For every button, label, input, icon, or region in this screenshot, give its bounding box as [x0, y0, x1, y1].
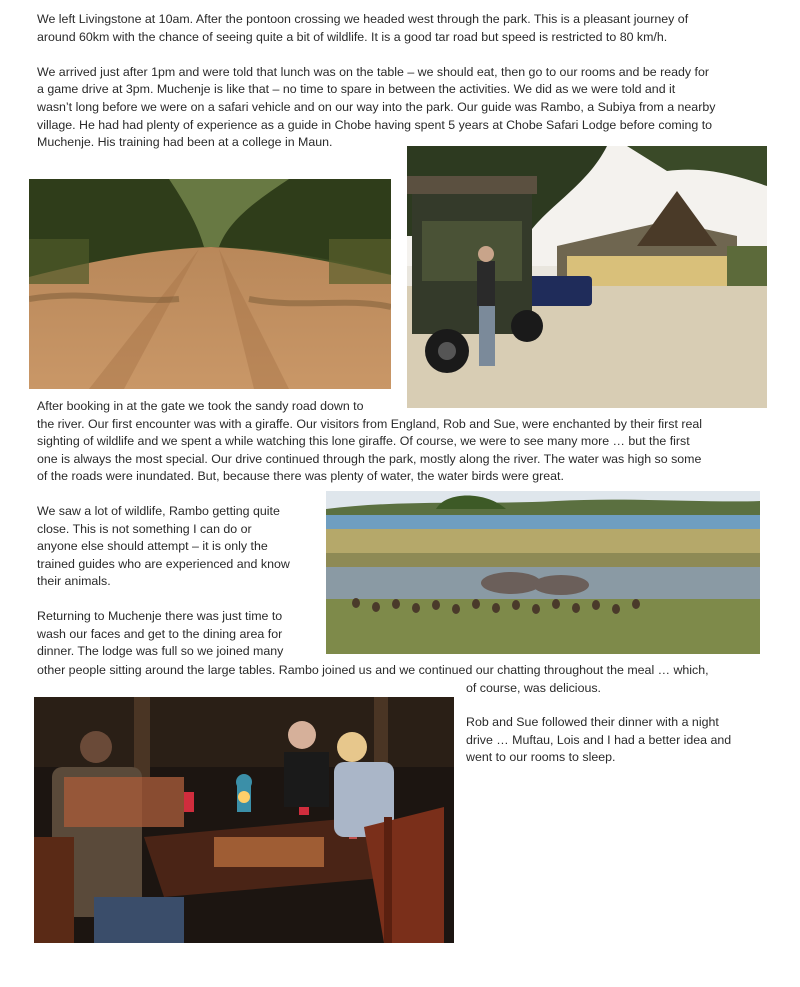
text-line: their animals. — [37, 574, 111, 589]
text-line: close. This is not something I can do or — [37, 521, 252, 536]
paragraph-giraffe — [37, 398, 772, 486]
text-line: wash our faces and get to the dining area for — [37, 626, 283, 641]
text-line: drive … Muftau, Lois and I had a better idea and — [466, 732, 732, 747]
text-line: trained guides who are experienced and know — [37, 556, 290, 571]
dinner-table-photo — [34, 697, 454, 943]
text-line: We saw a lot of wildlife, Rambo getting quite — [37, 504, 280, 518]
text-line: wasn’t long before we were on a safari vehicle and on our way into the park. Our guide was Rambo, a Subiya from a nearby — [37, 99, 716, 114]
text-line: Muchenje. His training had been at a college in Maun. — [37, 135, 333, 150]
text-line: Returning to Muchenje there was just time to — [37, 609, 283, 623]
text-line: We left Livingstone at 10am. After the pontoon crossing we headed west through the park. This is a pleasant journey of — [37, 12, 689, 26]
paragraph-departure — [37, 11, 772, 152]
text-line: anyone else should attempt – it is only the — [37, 539, 268, 554]
text-line: sighting of wildlife and we spent a while watching this lone giraffe. Of course, we were to see many more … but the first — [37, 434, 690, 449]
hippos-and-birds-photo — [326, 491, 760, 654]
paragraph-return — [37, 608, 317, 661]
text-line: Rob and Sue followed their dinner with a night — [466, 715, 719, 729]
text-line: of the roads were inundated. But, because there was plenty of water, the water birds were great. — [37, 469, 564, 484]
paragraph-night-drive — [466, 714, 766, 767]
text-line: After booking in at the gate we took the sandy road down to — [37, 399, 364, 413]
text-line: dinner. The lodge was full so we joined many — [37, 644, 284, 659]
paragraph-return-end — [466, 680, 766, 698]
text-line: village. He had had plenty of experience as a guide in Chobe having spent 5 years at Chobe Safari Lodge before coming to — [37, 117, 713, 132]
text-line: of course, was delicious. — [466, 681, 601, 695]
text-line: around 60km with the chance of seeing quite a bit of wildlife. It is a good tar road but speed is restricted to 80 km/h. — [37, 29, 668, 44]
text-line: a game drive at 3pm. Muchenje is like that – no time to spare in between the activities. We did as we were told and it — [37, 82, 676, 97]
safari-vehicle-photo — [407, 146, 767, 408]
paragraph-wildlife — [37, 503, 317, 591]
text-line: went to our rooms to sleep. — [466, 750, 616, 765]
text-line: other people sitting around the large tables. Rambo joined us and we continued our chatting throughout the meal … which, — [37, 663, 709, 677]
text-line: one is always the most special. Our drive continued through the park, mostly along the river. The water was high so some — [37, 451, 702, 466]
text-line: the river. Our first encounter was with a giraffe. Our visitors from England, Rob and Sue, were enchanted by their first real — [37, 416, 703, 431]
paragraph-return-cont — [37, 662, 772, 680]
sandy-road-photo — [29, 179, 391, 389]
text-line: We arrived just after 1pm and were told that lunch was on the table – we should eat, then go to our rooms and be ready for — [37, 64, 710, 79]
